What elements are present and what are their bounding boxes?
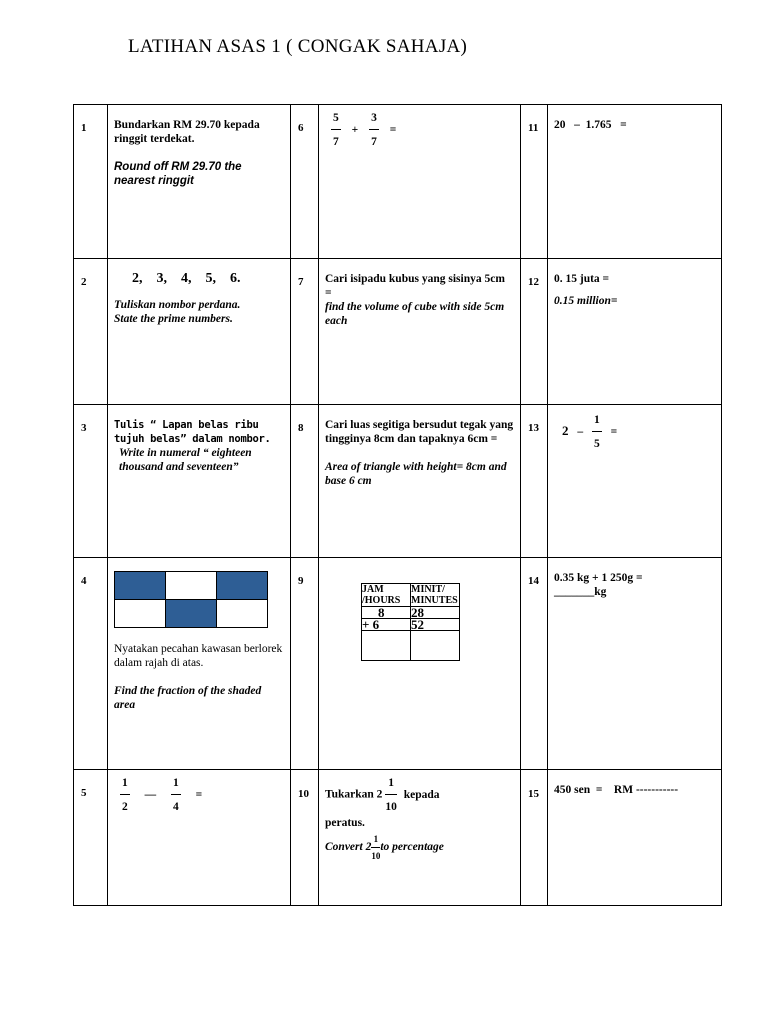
q15-text: 450 sen = RM ----------- [554, 784, 679, 796]
q12-text-en: 0.15 million= [554, 295, 618, 307]
q13-operator: – [577, 425, 584, 438]
q13-equals: = [610, 425, 618, 438]
q7-text-ms: Cari isipadu kubus yang sisinya 5cm = [325, 273, 505, 299]
minutes-value-2: 52 [411, 619, 460, 631]
question-3 [108, 405, 291, 558]
question-number-7: 7 [291, 259, 319, 405]
question-number-13: 13 [521, 405, 548, 558]
minutes-answer-cell [411, 631, 460, 661]
q6-fraction-2: $\frac{3}{7}$ [371, 112, 377, 148]
question-7 [319, 259, 521, 405]
q11-text: 20 – 1.765 = [554, 119, 627, 131]
q8-text-en: Area of triangle with height= 8cm and base 6 cm [325, 461, 507, 487]
question-13 [548, 405, 722, 558]
shaded-cell [217, 572, 268, 600]
table-row [74, 405, 722, 558]
question-number-12: 12 [521, 259, 548, 405]
question-8 [319, 405, 521, 558]
unshaded-cell [166, 572, 217, 600]
question-number-14: 14 [521, 558, 548, 770]
q6-equals: = [389, 123, 397, 136]
q6-fraction-1: $\frac{5}{7}$ [333, 112, 339, 148]
hours-value-1: 8 [362, 607, 411, 619]
question-1 [108, 105, 291, 259]
unshaded-cell [217, 600, 268, 628]
table-row [74, 259, 722, 405]
table-row [74, 105, 722, 259]
q10-prefix: Tukarkan 2 [325, 788, 383, 801]
table-row [74, 770, 722, 906]
q8-text-ms: Cari luas segitiga bersudut tegak yang tingginya 8cm dan tapaknya 6cm = [325, 419, 514, 445]
minutes-header: MINIT/ MINUTES [411, 584, 458, 606]
q10-line-2: peratus. [325, 817, 365, 829]
q5-fraction-2: $\frac{1}{4}$ [173, 777, 179, 813]
q2-numbers: 2, 3, 4, 5, 6. [132, 271, 241, 286]
q10-en-prefix: Convert 2 [325, 841, 372, 854]
q14-line-1: 0.35 kg + 1 250g = [554, 572, 643, 584]
question-10 [319, 770, 521, 906]
shaded-cell [166, 600, 217, 628]
q10-text-en [325, 832, 514, 863]
q10-en-suffix: to percentage [380, 841, 444, 854]
question-5 [108, 770, 291, 906]
hours-answer-cell [362, 631, 411, 661]
q4-text-ms: Nyatakan pecahan kawasan berlorek dalam rajah di atas. [114, 643, 283, 669]
question-number-6: 6 [291, 105, 319, 259]
q14-line-2: _______kg [554, 586, 607, 598]
hours-header: JAM /HOURS [362, 584, 411, 607]
q2-text-en: State the prime numbers. [114, 313, 233, 325]
q13-whole: 2 [562, 422, 569, 438]
question-number-11: 11 [521, 105, 548, 259]
question-14 [548, 558, 722, 770]
time-addition-table [361, 583, 460, 661]
unshaded-cell [115, 600, 166, 628]
question-15 [548, 770, 722, 906]
q1-text-en: Round off RM 29.70 the nearest ringgit [114, 161, 242, 187]
q7-text-en: find the volume of cube with side 5cm each [325, 301, 505, 327]
question-11 [548, 105, 722, 259]
q5-fraction-1: $\frac{1}{2}$ [122, 777, 128, 813]
question-number-15: 15 [521, 770, 548, 906]
question-number-9: 9 [291, 558, 319, 770]
question-number-4: 4 [74, 558, 108, 770]
q4-text-en: Find the fraction of the shaded area [114, 685, 262, 711]
q10-suffix: kepada [403, 788, 440, 801]
q12-text-ms: 0. 15 juta = [554, 273, 610, 285]
question-table [73, 104, 722, 906]
hours-value-2: + 6 [362, 619, 411, 631]
question-6 [319, 105, 521, 259]
question-9 [319, 558, 521, 770]
question-number-8: 8 [291, 405, 319, 558]
question-number-3: 3 [74, 405, 108, 558]
q10-en-fraction: $\frac{1}{10}$ [371, 834, 381, 861]
minutes-value-1: 28 [411, 607, 460, 619]
question-number-1: 1 [74, 105, 108, 259]
question-2 [108, 259, 291, 405]
q2-text-ms: Tuliskan nombor perdana. [114, 299, 241, 311]
shaded-rectangle-diagram [114, 571, 268, 628]
q1-text-ms: Bundarkan RM 29.70 kepada ringgit terdekat. [114, 119, 260, 145]
q3-text-en: Write in numeral “ eighteen thousand and seventeen” [119, 447, 252, 473]
question-12 [548, 259, 722, 405]
q13-fraction: $\frac{1}{5}$ [594, 414, 600, 450]
shaded-cell [115, 572, 166, 600]
q5-equals: = [195, 788, 203, 801]
question-number-5: 5 [74, 770, 108, 906]
question-number-2: 2 [74, 259, 108, 405]
table-row [74, 558, 722, 770]
q10-fraction: $\frac{1}{10}$ [385, 777, 397, 813]
question-4 [108, 558, 291, 770]
q10-line-1 [325, 776, 514, 814]
q5-operator: — [144, 788, 157, 801]
q3-text-ms: Tulis “ Lapan belas ribu tujuh belas” dalam nombor. [114, 419, 271, 445]
question-number-10: 10 [291, 770, 319, 906]
q6-operator: + [351, 123, 359, 136]
page-title: LATIHAN ASAS 1 ( CONGAK SAHAJA) [128, 36, 468, 57]
